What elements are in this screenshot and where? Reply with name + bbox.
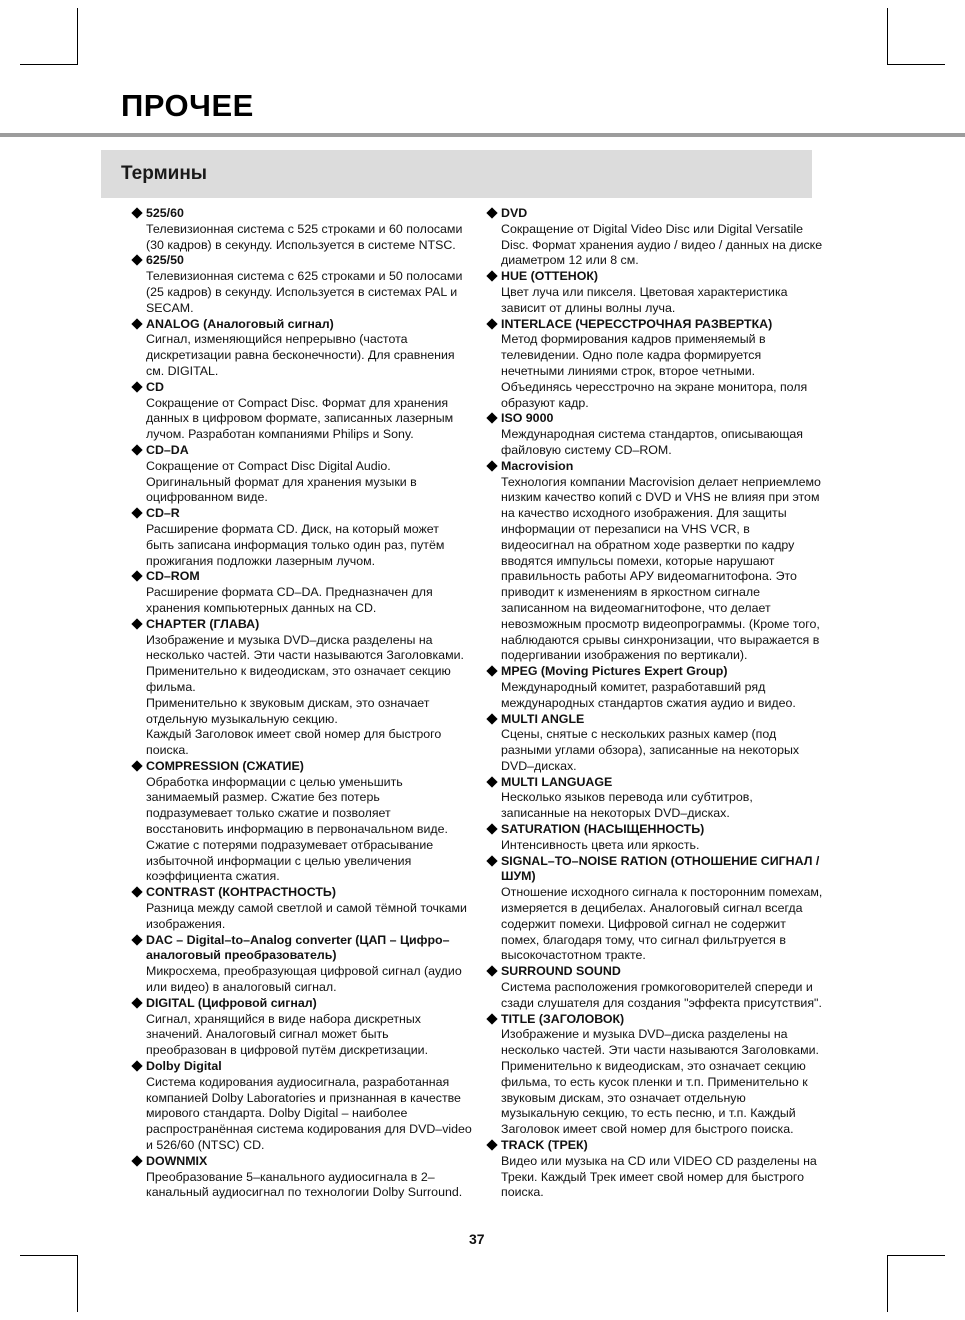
term-name: 625/50	[146, 253, 184, 268]
term-description: Цвет луча или пикселя. Цветовая характеристика зависит от длины волны луча.	[501, 284, 788, 315]
term-description: Обработка информации с целью уменьшить занимаемый размер. Сжатие без потерь подразумевает только сжатие и позволяет восстановить информацию в первоначальном виде. Сжатие с потерями подразумевает отбрасывание избыточной информации с целью увеличения коэффициента сжатия.	[146, 774, 448, 884]
diamond-bullet-icon	[486, 460, 497, 471]
diamond-bullet-icon	[486, 1013, 497, 1024]
diamond-bullet-icon	[486, 413, 497, 424]
glossary-term	[486, 411, 838, 458]
term-name: CHAPTER (ГЛАВА)	[146, 616, 260, 631]
diamond-bullet-icon	[131, 207, 142, 218]
term-description: Изображение и музыка DVD–диска разделены на несколько частей. Эти части называются Заголовками. Применительно к видеодискам, это означает секцию фильма. Применительно к звуковым дискам, это означает отдельную музыкальную секцию. Каждый Заголовок имеет свой номер для быстрого поиска.	[146, 632, 464, 758]
diamond-bullet-icon	[131, 934, 142, 945]
glossary-term	[131, 317, 485, 380]
term-heading	[131, 759, 485, 775]
term-heading	[131, 506, 485, 522]
term-description: Разница между самой светлой и самой тёмной точками изображения.	[146, 901, 467, 931]
diamond-bullet-icon	[131, 381, 142, 392]
glossary-term	[131, 380, 485, 443]
crop-mark-bottom-left-v	[77, 1255, 78, 1312]
diamond-bullet-icon	[131, 1060, 142, 1071]
diamond-bullet-icon	[131, 507, 142, 518]
term-description: Международный комитет, разработавший ряд международных стандартов сжатия аудио и видео.	[501, 679, 796, 710]
glossary-term	[131, 506, 485, 569]
term-heading	[486, 964, 838, 980]
term-name: DOWNMIX	[146, 1153, 208, 1168]
term-heading	[131, 996, 485, 1012]
term-name: INTERLACE (ЧЕРЕССТРОЧНАЯ РАЗВЕРТКА)	[501, 316, 773, 331]
term-description: Отношение исходного сигнала к посторонним помехам, измеряется в децибелах. Аналоговый сигнал всегда содержит помехи. Цифровой сигнал не содержит помех, благодаря тому, что сигнал фильтруется в высокочастотном тракте.	[501, 885, 823, 963]
diamond-bullet-icon	[486, 823, 497, 834]
term-name: 525/60	[146, 206, 184, 220]
term-name: ANALOG (Аналоговый сигнал)	[146, 316, 334, 331]
glossary-term	[131, 443, 485, 506]
glossary-term	[131, 569, 485, 616]
term-name: DVD	[501, 206, 528, 220]
term-name: DAC – Digital–to–Analog converter (ЦАП – Цифро– аналоговый преобразователь)	[146, 932, 450, 963]
term-description: Сцены, снятые с нескольких разных камер (под разными углами обзора), записанные на некоторых DVD–дисках.	[501, 727, 800, 773]
diamond-bullet-icon	[131, 1155, 142, 1166]
term-name: SURROUND SOUND	[501, 964, 621, 979]
diamond-bullet-icon	[131, 444, 142, 455]
term-heading	[131, 317, 485, 333]
term-name: MULTI LANGUAGE	[501, 774, 613, 789]
glossary-term	[131, 933, 485, 996]
term-description: Расширение формата CD–DA. Предназначен для хранения компьютерных данных на CD.	[146, 585, 433, 615]
diamond-bullet-icon	[131, 887, 142, 898]
glossary-term	[131, 253, 485, 316]
crop-mark-top-left-h	[20, 64, 77, 65]
term-name: CONTRAST (КОНТРАСТНОСТЬ)	[146, 885, 336, 900]
glossary-term	[131, 1154, 485, 1201]
term-description: Международная система стандартов, описывающая файловую систему CD–ROM.	[501, 427, 804, 457]
glossary-left-column	[131, 206, 485, 1201]
glossary-term	[486, 664, 838, 711]
glossary-term	[131, 1059, 485, 1154]
glossary-term	[131, 996, 485, 1059]
crop-mark-bottom-right-v	[887, 1255, 888, 1312]
term-name: MULTI ANGLE	[501, 711, 585, 726]
term-description: Видео или музыка на CD или VIDEO CD разделены на Треки. Каждый Трек имеет свой номер для быстрого поиска.	[501, 1153, 817, 1200]
term-name: TITLE (ЗАГОЛОВОК)	[501, 1011, 625, 1026]
term-name: SATURATION (НАСЫЩЕННОСТЬ)	[501, 822, 705, 837]
diamond-bullet-icon	[131, 760, 142, 771]
term-heading	[486, 712, 838, 728]
glossary-term	[486, 1138, 838, 1201]
glossary-term	[486, 854, 838, 965]
diamond-bullet-icon	[486, 855, 497, 866]
diamond-bullet-icon	[486, 776, 497, 787]
term-description: Телевизионная система с 625 строками и 50 полосами (25 кадров) в секунду. Используется в системах PAL и SECAM.	[146, 269, 463, 315]
diamond-bullet-icon	[486, 713, 497, 724]
term-name: COMPRESSION (СЖАТИЕ)	[146, 758, 304, 773]
term-heading	[131, 253, 485, 269]
glossary-term	[486, 269, 838, 316]
term-heading	[486, 1138, 838, 1154]
term-description: Несколько языков перевода или субтитров, записанные на некоторых DVD–дисках.	[501, 790, 753, 821]
term-heading	[131, 1059, 485, 1075]
term-heading	[486, 664, 838, 680]
term-name: CD–R	[146, 506, 180, 521]
term-heading	[486, 206, 838, 222]
term-description: Изображение и музыка DVD–диска разделены на несколько частей. Эти части называются Заголовками. Применительно к видеодискам, это означает секцию фильма, то есть кусок пленки и т.п. Применительно к звуковым дискам, это означает отдельную музыкальную секцию, то есть песню, и т.п. Каждый Заголовок имеет свой номер для быстрого поиска.	[501, 1027, 819, 1137]
term-name: CD	[146, 379, 164, 394]
diamond-bullet-icon	[486, 318, 497, 329]
term-name: CD–ROM	[146, 569, 200, 584]
term-description: Расширение формата CD. Диск, на который может быть записана информация только один раз, путём прожигания подложки лазерным лучом.	[146, 521, 445, 568]
glossary-term	[131, 885, 485, 932]
page-title: ПРОЧЕЕ	[121, 88, 254, 123]
term-heading	[486, 775, 838, 791]
diamond-bullet-icon	[131, 997, 142, 1008]
term-description: Метод формирования кадров применяемый в телевидении. Одно поле кадра формируется нечетными линиями строк, второе четными. Объединясь чересстрочно на экране монитора, поля образуют кадр.	[501, 332, 808, 410]
term-heading	[131, 885, 485, 901]
diamond-bullet-icon	[486, 271, 497, 282]
term-description: Сигнал, хранящийся в виде набора дискретных значений. Аналоговый сигнал может быть преобразован в цифровой путём дискретизации.	[146, 1011, 429, 1058]
title-divider	[0, 133, 965, 137]
term-name: TRACK (ТРЕК)	[501, 1138, 588, 1153]
term-name: SIGNAL–TO–NOISE RATION (ОТНОШЕНИЕ СИГНАЛ / ШУМ)	[501, 853, 820, 884]
term-description: Интенсивность цвета или яркость.	[501, 837, 700, 852]
term-heading	[486, 269, 838, 285]
glossary-term	[131, 617, 485, 759]
term-description: Преобразование 5–канального аудиосигнала в 2– канальный аудиосигнал по технологии Dolby Surround.	[146, 1169, 463, 1200]
term-description: Сокращение от Digital Video Disc или Digital Versatile Disc. Формат хранения аудио / видео / данных на диске диаметром 12 или 8 см.	[501, 221, 823, 268]
term-heading	[486, 822, 838, 838]
glossary-term	[486, 206, 838, 269]
term-heading	[131, 569, 485, 585]
crop-mark-top-right-h	[888, 64, 945, 65]
glossary-term	[486, 712, 838, 775]
diamond-bullet-icon	[131, 318, 142, 329]
term-description: Система расположения громкоговорителей спереди и сзади слушателя для создания "эффекта присутствия".	[501, 980, 822, 1010]
diamond-bullet-icon	[486, 207, 497, 218]
term-heading	[131, 206, 485, 222]
term-description: Сокращение от Compact Disc. Формат для хранения данных в цифровом формате, записанных лазерным лучом. Разработан компаниями Philips и Sony.	[146, 395, 454, 442]
term-description: Сокращение от Compact Disc Digital Audio. Оригинальный формат для хранения музыки в оцифрованном виде.	[146, 458, 417, 505]
term-name: MPEG (Moving Pictures Expert Group)	[501, 664, 728, 679]
term-name: CD–DA	[146, 442, 189, 457]
term-name: HUE (ОТТЕНОК)	[501, 269, 599, 284]
diamond-bullet-icon	[486, 966, 497, 977]
glossary-term	[486, 822, 838, 854]
term-description: Микросхема, преобразующая цифровой сигнал (аудио или видео) в аналоговый сигнал.	[146, 964, 462, 995]
term-heading	[486, 459, 838, 475]
term-heading	[131, 1154, 485, 1170]
crop-mark-top-right-v	[887, 8, 888, 65]
term-description: Телевизионная система с 525 строками и 60 полосами (30 кадров) в секунду. Используется в системе NTSC.	[146, 221, 463, 252]
glossary-term	[486, 1012, 838, 1138]
glossary-term	[131, 759, 485, 885]
term-name: Macrovision	[501, 458, 574, 473]
diamond-bullet-icon	[486, 665, 497, 676]
glossary-term	[486, 459, 838, 664]
crop-mark-bottom-left-h	[20, 1255, 77, 1256]
diamond-bullet-icon	[131, 571, 142, 582]
term-heading	[131, 933, 485, 965]
term-heading	[486, 411, 838, 427]
section-title: Термины	[121, 163, 208, 184]
glossary-term	[486, 775, 838, 822]
glossary-term	[486, 964, 838, 1011]
glossary-right-column	[486, 206, 838, 1201]
term-heading	[486, 317, 838, 333]
term-heading	[131, 443, 485, 459]
term-description: Система кодирования аудиосигнала, разработанная компанией Dolby Laboratories и признанная в качестве мирового стандарта. Dolby Digital – наиболее распространённая система кодирования для DVD–video и 526/60 (NTSC) CD.	[146, 1074, 472, 1153]
glossary-term	[131, 206, 485, 253]
section-header-band	[101, 150, 812, 198]
term-name: ISO 9000	[501, 411, 554, 426]
term-heading	[486, 854, 838, 886]
diamond-bullet-icon	[131, 255, 142, 266]
term-name: DIGITAL (Цифровой сигнал)	[146, 995, 317, 1010]
term-name: Dolby Digital	[146, 1059, 222, 1074]
crop-mark-bottom-right-h	[888, 1255, 945, 1256]
term-heading	[486, 1012, 838, 1028]
diamond-bullet-icon	[486, 1139, 497, 1150]
glossary-term	[486, 317, 838, 412]
term-heading	[131, 380, 485, 396]
term-description: Сигнал, изменяющийся непрерывно (частота дискретизации равна бесконечности). Для сравнения см. DIGITAL.	[146, 332, 455, 378]
term-description: Технология компании Macrovision делает неприемлемо низким качество копий с DVD и VHS не влияя при этом на качество исходного изображения. Для защиты информации от перезаписи на VHS VCR, в видеосигнал на обратном ходе развертки по кадру вводятся импульсы помехи, которые нарушают правильность работы АРУ видеомагнитофона. Это приводит к изменениям в яркостном сигнале записанном на видеомагнитофоне, что делает невозможным просмотр видеопрограммы. (Кроме того, наблюдаются срывы синхронизации, что выражается в подергивании изображения по вертикали).	[501, 474, 821, 663]
diamond-bullet-icon	[131, 618, 142, 629]
crop-mark-top-left-v	[77, 8, 78, 65]
term-heading	[131, 617, 485, 633]
page-number: 37	[469, 1231, 485, 1247]
